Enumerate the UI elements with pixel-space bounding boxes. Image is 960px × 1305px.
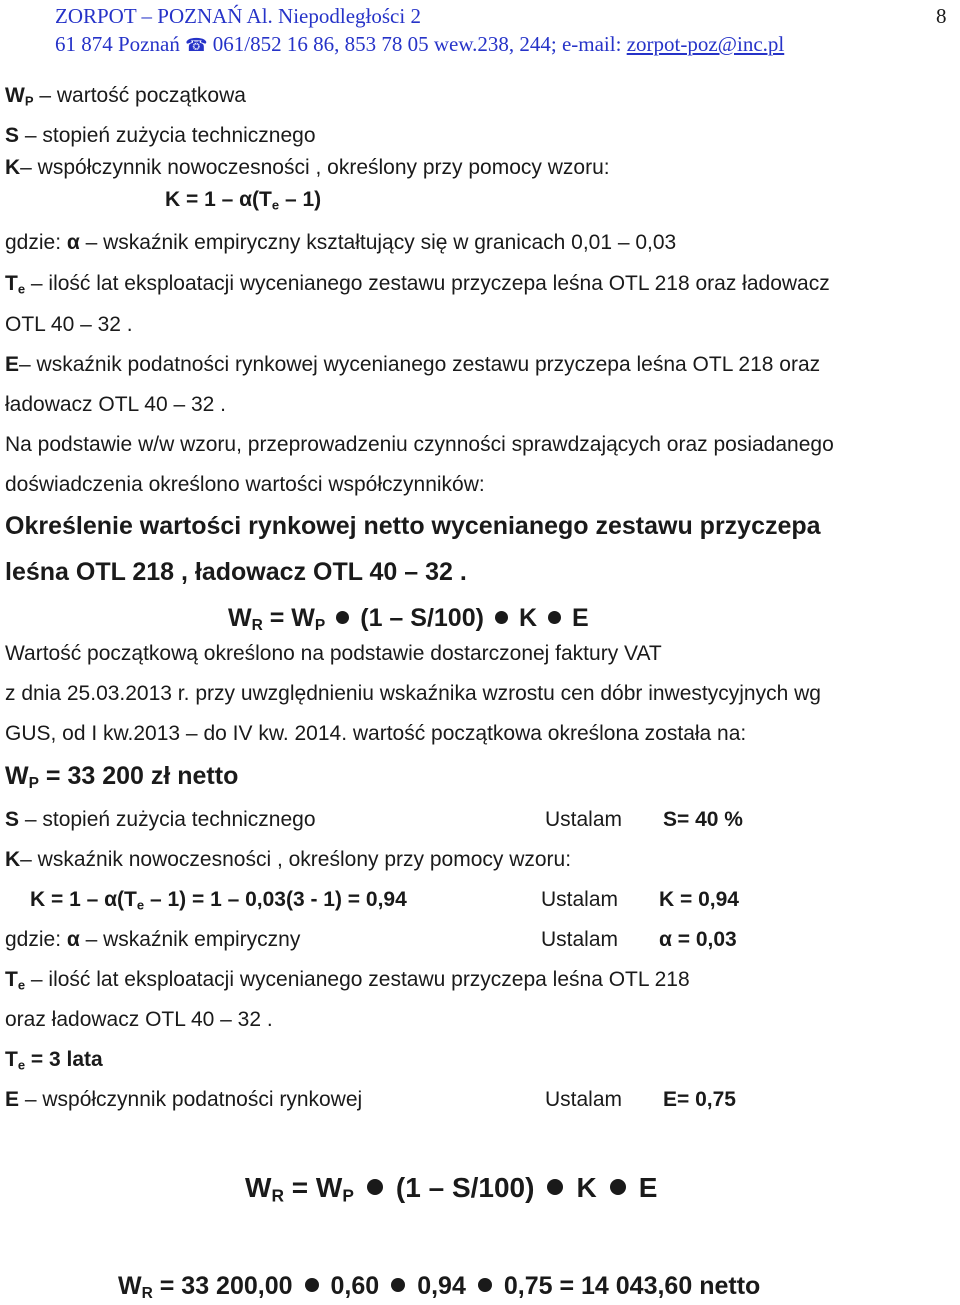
section-heading-cont: leśna OTL 218 , ładowacz OTL 40 – 32 . — [5, 558, 467, 586]
def-alpha: gdzie: α – wskaźnik empiryczny kształtujący się w granicach 0,01 – 0,03 — [5, 231, 677, 254]
letterhead-contact: 61 874 Poznań ☎ 061/852 16 86, 853 78 05 wew.238, 244; e-mail: zorpot-poz@inc.pl — [55, 32, 785, 56]
main-formula: $W_R = W_P$ (1 – S/100) K E — [228, 604, 589, 634]
param-k-value: K = 0,94 — [659, 888, 739, 911]
param-e-value: E= 0,75 — [663, 1088, 736, 1111]
param-e: E – współczynnik podatności rynkowej — [5, 1088, 363, 1111]
def-e-cont: ładowacz OTL 40 – 32 . — [5, 393, 227, 416]
paragraph-cont: doświadczenia określono wartości współczynników: — [5, 473, 485, 496]
param-alpha-ustalam: Ustalam — [541, 928, 619, 951]
bullet-dot — [547, 1179, 563, 1195]
final-formula: $W_R = W_P$ (1 – S/100) K E — [245, 1172, 658, 1206]
param-te-cont: oraz ładowacz OTL 40 – 32 . — [5, 1008, 273, 1031]
param-e-ustalam: Ustalam — [545, 1088, 623, 1111]
value-note: Wartość początkową określono na podstawie dostarczonej faktury VAT — [5, 642, 662, 665]
email-link[interactable]: zorpot-poz@inc.pl — [626, 32, 785, 56]
bullet-dot — [336, 611, 349, 624]
bullet-dot — [478, 1278, 492, 1292]
def-wp: $W_P$ – wartość początkowa — [5, 84, 246, 109]
def-k: K– współczynnik nowoczesności , określony przy pomocy wzoru: — [5, 156, 610, 179]
bullet-dot — [548, 611, 561, 624]
def-te-cont: OTL 40 – 32 . — [5, 313, 133, 336]
value-note-2: z dnia 25.03.2013 r. przy uwzględnieniu wskaźnika wzrostu cen dóbr inwestycyjnych wg — [5, 682, 821, 705]
paragraph: Na podstawie w/w wzoru, przeprowadzeniu czynności sprawdzających oraz posiadanego — [5, 433, 834, 456]
def-e: E– wskaźnik podatności rynkowej wycenianego zestawu przyczepa leśna OTL 218 oraz — [5, 353, 821, 376]
page-number: 8 — [936, 4, 947, 28]
param-te-value: $T_e = 3$ lata — [5, 1048, 103, 1073]
param-s: S – stopień zużycia technicznego — [5, 808, 316, 831]
param-s-value: S= 40 % — [663, 808, 743, 831]
param-alpha-value: α = 0,03 — [659, 928, 737, 951]
param-k-ustalam: Ustalam — [541, 888, 619, 911]
bullet-dot — [495, 611, 508, 624]
k-formula: $K = 1 - \alpha(T_e - 1)$ — [165, 188, 322, 213]
param-s-ustalam: Ustalam — [545, 808, 623, 831]
telephone-icon: ☎ — [185, 35, 208, 55]
bullet-dot — [305, 1278, 319, 1292]
bullet-dot — [367, 1179, 383, 1195]
bullet-dot — [610, 1179, 626, 1195]
final-result: $W_R = 33$ 200,00 0,60 0,94 0,75 = 14 043,60 netto — [118, 1272, 761, 1302]
letterhead-company: ZORPOT – POZNAŃ Al. Niepodległości 2 — [55, 4, 421, 28]
section-heading: Określenie wartości rynkowej netto wycenianego zestawu przyczepa — [5, 512, 821, 540]
value-note-3: GUS, od I kw.2013 – do IV kw. 2014. wartość początkowa określona została na: — [5, 722, 747, 745]
def-te: $T_e$ – ilość lat eksploatacji wycenianego zestawu przyczepa leśna OTL 218 oraz ładowacz — [5, 272, 830, 297]
param-k-calc: $K = 1 - \alpha(T_e - 1) = 1 - 0,03(3 - 1) = 0,94$ — [30, 888, 407, 913]
param-alpha: gdzie: α – wskaźnik empiryczny — [5, 928, 301, 951]
def-s: S – stopień zużycia technicznego — [5, 124, 316, 147]
bullet-dot — [391, 1278, 405, 1292]
param-te: $T_e$ – ilość lat eksploatacji wycenianego zestawu przyczepa leśna OTL 218 — [5, 968, 690, 993]
param-k: K– wskaźnik nowoczesności , określony przy pomocy wzoru: — [5, 848, 572, 871]
initial-value: $W_P = 33$ 200 zł netto — [5, 762, 239, 792]
